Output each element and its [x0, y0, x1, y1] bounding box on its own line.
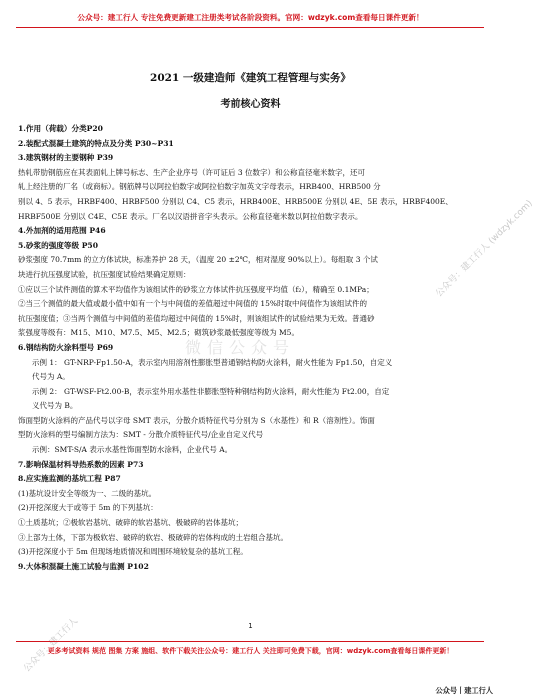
footer-banner: 更多考试资料 规范 图集 方案 施组、软件下载关注公众号：建工行人 关注即可免费下载，官网：wdzyk.com查看每日课件更新！ — [47, 647, 454, 655]
section-heading: 6.钢结构防火涂料型号 P69 — [18, 342, 114, 352]
section-heading: 1.作用（荷载）分类P20 — [18, 124, 103, 133]
paragraph-line: (1)基坑设计安全等级为一、二级的基坑。 — [18, 488, 157, 498]
paragraph-line: 示例 2： GT-WSF-Ft2.00-B，表示室外用水基性非膨胀型特种钢结构防火涂料，耐火性能为 Ft2.00，自定 — [32, 386, 390, 396]
paragraph-line: ①土质基坑；②极软岩基坑、破碎的软岩基坑、极破碎的岩体基坑； — [18, 518, 243, 528]
watermark-center: 微信公众号 — [185, 338, 296, 357]
paragraph-line: (3)开挖深度小于 5m 但现场地质情况和周围环境较复杂的基坑工程。 — [18, 547, 248, 557]
paragraph-line: HRBF500E 分别以 C4E、C5E 表示。厂名以汉语拼音字头表示。公称直径毫米数以阿拉伯数字表示。 — [18, 211, 363, 221]
document-title: 2021 一级建造师《建筑工程管理与实务》 — [150, 72, 351, 84]
document-subtitle: 考前核心资料 — [220, 99, 281, 110]
paragraph-line: 轧上经注册的厂名（或商标）。钢筋牌号以阿拉伯数字或阿拉伯数字加英文字母表示，HRB400、HRB500 分 — [18, 182, 381, 192]
paragraph-line: 示例 1： GT-NRP-Fp1.50-A，表示室内用溶剂性膨胀型普通钢结构防火涂料，耐火性能为 Fp1.50，自定义 — [32, 357, 393, 367]
watermark-left: 公众号：建工行人 — [22, 616, 81, 675]
section-heading: 5.砂浆的强度等级 P50 — [18, 240, 99, 250]
page-number: 1 — [248, 622, 253, 630]
paragraph-line: 热轧带肋钢筋应在其表面轧上牌号标志、生产企业序号（许可证后 3 位数字）和公称直径毫米数字，还可 — [18, 167, 366, 177]
section-heading: 8.应实施监测的基坑工程 P87 — [18, 474, 121, 484]
header-divider — [16, 27, 484, 28]
paragraph-line: ②当三个测值的最大值或最小值中如有一个与中间值的差值超过中间值的 15%时取中间值作为该组试件的 — [18, 299, 368, 309]
paragraph-line: 饰面型防火涂料的产品代号以字母 SMT 表示，分散介质特征代号分别为 S（水基性）和 R（溶剂性）。饰面 — [18, 415, 375, 425]
document-body — [18, 122, 484, 574]
paragraph-line: 义代号为 B。 — [32, 401, 78, 411]
footer-divider — [16, 641, 484, 642]
watermark-right: 公众号：建工行人 (wdzyk.com) — [434, 198, 535, 300]
paragraph-line: 别以 4、5 表示，HRBF400、HRBF500 分别以 C4、C5 表示，HRB400E、HRB500E 分别以 4E、5E 表示，HRBF400E、 — [18, 196, 453, 206]
section-heading: 2.装配式混凝土建筑的特点及分类 P30~P31 — [18, 138, 174, 148]
corner-brand: 公众号丨建工行人 — [435, 686, 493, 695]
paragraph-line: ③上部为土体，下部为极软岩、破碎的软岩、极破碎的岩体构成的土岩组合基坑。 — [18, 532, 288, 542]
paragraph-line: 砂浆强度 70.7mm 的立方体试块，标准养护 28 天，（温度 20 ±2℃，相对湿度 90%以上）。每组取 3 个试 — [18, 255, 378, 265]
section-heading: 4.外加剂的适用范围 P46 — [18, 226, 106, 236]
paragraph-line: 浆强度等级有：M15、M10、M7.5、M5、M2.5；砌筑砂浆最低强度等级为 M5。 — [18, 328, 299, 338]
section-heading: 7.影响保温材料导热系数的因素 P73 — [18, 459, 144, 469]
paragraph-line: ①应以三个试件测值的算术平均值作为该组试件的砂浆立方体试件抗压强度平均值（f₂），精确至 0.1MPa； — [18, 284, 374, 294]
header-banner: 公众号：建工行人 专注免费更新建工注册类考试各阶段资料。官网：wdzyk.com查看每日课件更新！ — [77, 13, 424, 22]
section-heading: 3.建筑钢材的主要钢种 P39 — [18, 153, 114, 163]
paragraph-line: 块进行抗压强度试验，抗压强度试验结果确定原则： — [18, 269, 191, 279]
paragraph-line: 型防火涂料的型号编制方法为：SMT - 分散介质特征代号/企业自定义代号 — [18, 430, 264, 440]
paragraph-line: 代号为 A。 — [32, 372, 70, 382]
section-heading: 9.大体积混凝土施工试验与监测 P102 — [18, 561, 149, 571]
paragraph-line: (2)开挖深度大于或等于 5m 的下列基坑： — [18, 503, 158, 513]
paragraph-line: 抗压强度值；③当两个测值与中间值的差值均超过中间值的 15%时，则该组试件的试验结果为无效。普通砂 — [18, 313, 375, 323]
paragraph-line: 示例：SMT-S/A 表示水基性饰面型防水涂料，企业代号 A。 — [32, 445, 233, 455]
